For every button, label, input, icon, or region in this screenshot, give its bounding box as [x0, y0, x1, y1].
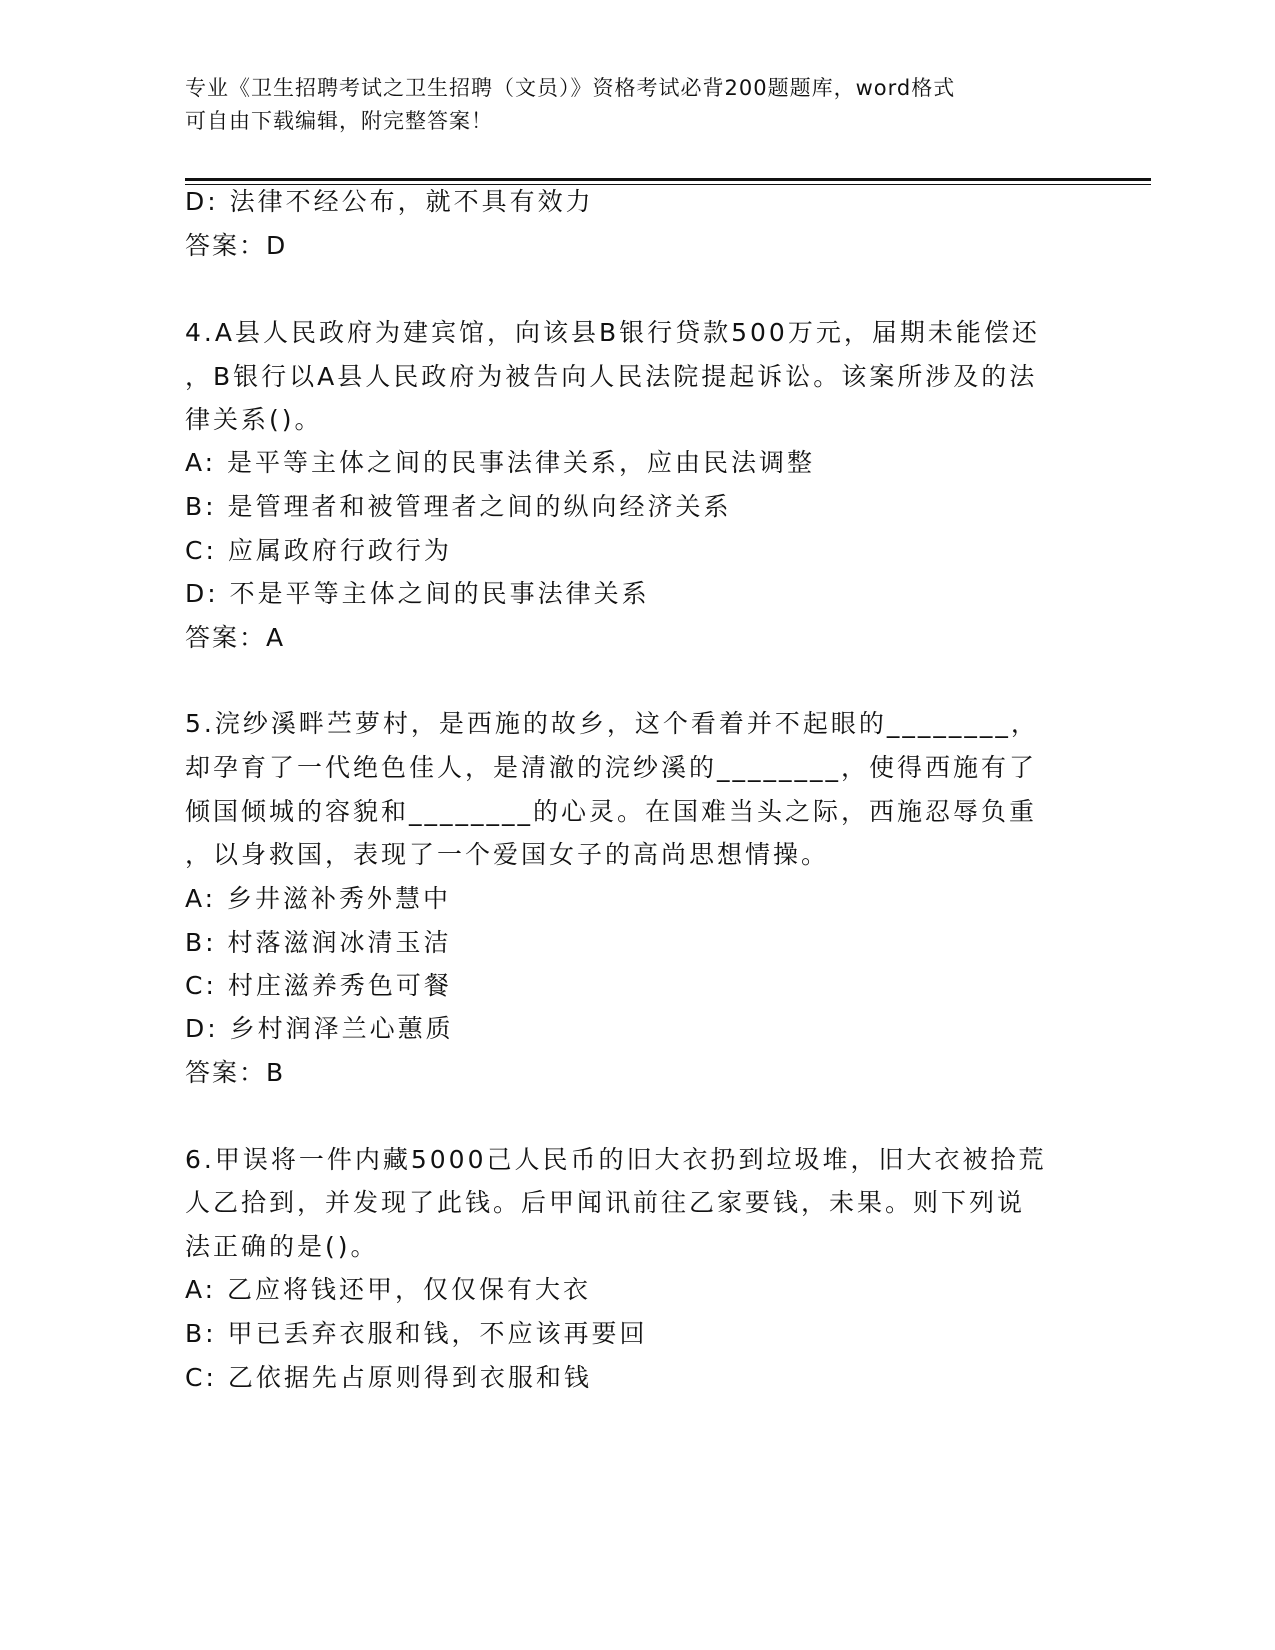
- q6-option-b: B: 甲已丢弃衣服和钱，不应该再要回: [185, 1319, 648, 1348]
- q5-stem-line-4: ，以身救国，表现了一个爱国女子的高尚思想情操。: [185, 840, 830, 869]
- q5-option-b: B: 村落滋润冰清玉洁: [185, 928, 452, 957]
- q6-stem-line-2: 人乙拾到，并发现了此钱。后甲闻讯前往乙家要钱，未果。则下列说: [185, 1188, 1026, 1217]
- q5-stem-line-3: 倾国倾城的容貌和________的心灵。在国难当头之际，西施忍辱负重: [185, 797, 1038, 826]
- q4-option-a: A: 是平等主体之间的民事法律关系，应由民法调整: [185, 448, 816, 477]
- q5-option-a: A: 乡井滋补秀外慧中: [185, 884, 452, 913]
- q4-stem-line-3: 律关系()。: [185, 405, 323, 434]
- q6-option-c: C: 乙依据先占原则得到衣服和钱: [185, 1363, 592, 1392]
- q4-option-b: B: 是管理者和被管理者之间的纵向经济关系: [185, 492, 732, 521]
- page-header: [185, 72, 1085, 138]
- header-divider-thick: [185, 178, 1151, 181]
- q6-stem-line-3: 法正确的是()。: [185, 1232, 379, 1261]
- q3-option-d: D: 法律不经公布，就不具有效力: [185, 187, 594, 216]
- q4-stem-line-2: ，B银行以A县人民政府为被告向人民法院提起诉讼。该案所涉及的法: [185, 362, 1038, 391]
- q4-stem-line-1: 4.A县人民政府为建宾馆，向该县B银行贷款500万元，届期未能偿还: [185, 318, 1040, 347]
- q4-option-d: D: 不是平等主体之间的民事法律关系: [185, 579, 650, 608]
- q4-option-c: C: 应属政府行政行为: [185, 536, 452, 565]
- q3-answer: 答案：D: [185, 231, 288, 260]
- q5-option-d: D: 乡村润泽兰心蕙质: [185, 1014, 454, 1043]
- q5-stem-line-1: 5.浣纱溪畔苎萝村，是西施的故乡，这个看着并不起眼的________，: [185, 709, 1039, 738]
- q4-answer: 答案：A: [185, 623, 286, 652]
- q5-stem-line-2: 却孕育了一代绝色佳人，是清澈的浣纱溪的________，使得西施有了: [185, 753, 1038, 782]
- header-line-2: 可自由下载编辑，附完整答案！: [185, 109, 493, 133]
- header-divider-thin: [185, 184, 1151, 185]
- q6-option-a: A: 乙应将钱还甲，仅仅保有大衣: [185, 1275, 592, 1304]
- q5-answer: 答案：B: [185, 1058, 286, 1087]
- header-line-1: 专业《卫生招聘考试之卫生招聘（文员）》资格考试必背200题题库，word格式: [185, 76, 956, 100]
- q5-option-c: C: 村庄滋养秀色可餐: [185, 971, 452, 1000]
- q6-stem-line-1: 6.甲误将一件内藏5000己人民币的旧大衣扔到垃圾堆，旧大衣被拾荒: [185, 1145, 1047, 1174]
